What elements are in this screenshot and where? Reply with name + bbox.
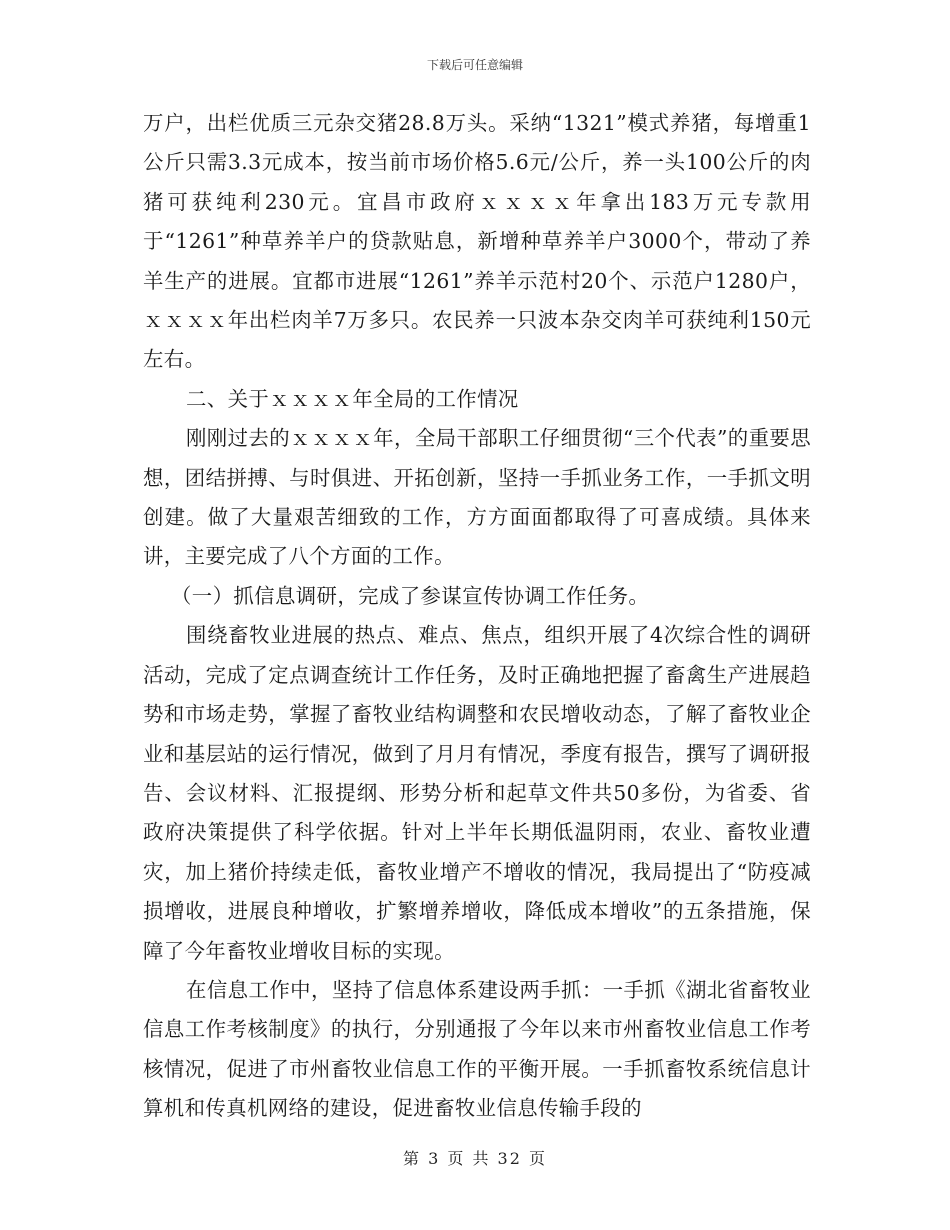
paragraph-continued: 万户，出栏优质三元杂交猪28.8万头。采纳“1321”模式养猪，每增重1公斤只需3.3元成本，按当前市场价格5.6元/公斤，养一头100公斤的肉猪可获纯利230元。宜昌市政府ｘｘｘｘ年拿出183万元专款用于“1261”种草养羊户的贷款贴息，新增种草养羊户3000个，带动了养羊生产的进展。宜都市进展“1261”养羊示范村20个、示范户1280户，ｘｘｘｘ年出栏肉羊7万多只。农民养一只波本杂交肉羊可获纯利150元左右。	[143, 111, 811, 372]
page-number: 第 3 页 共 32 页	[403, 1149, 547, 1168]
page-header: 下载后可任意编辑	[426, 58, 523, 72]
paragraph-overview: 刚刚过去的ｘｘｘｘ年，全局干部职工仔细贯彻“三个代表”的重要思想，团结拼搏、与时俱进、开拓创新，坚持一手抓业务工作，一手抓文明创建。做了大量艰苦细致的工作，方方面面都取得了可喜成绩。具体来讲，主要完成了八个方面的工作。	[143, 426, 811, 569]
document-body	[143, 104, 811, 1129]
subsection-heading: （一）抓信息调研，完成了参谋宣传协调工作任务。	[171, 583, 650, 608]
paragraph-research: 围绕畜牧业进展的热点、难点、焦点，组织开展了4次综合性的调研活动，完成了定点调查统计工作任务，及时正确地把握了畜禽生产进展趋势和市场走势，掌握了畜牧业结构调整和农民增收动态，了解了畜牧业企业和基层站的运行情况，做到了月月有情况，季度有报告，撰写了调研报告、会议材料、汇报提纲、形势分析和起草文件共50多份，为省委、省政府决策提供了科学依据。针对上半年长期低温阴雨，农业、畜牧业遭灾，加上猪价持续走低，畜牧业增产不增收的情况，我局提出了“防疫减损增收，进展良种增收，扩繁增养增收，降低成本增收”的五条措施，保障了今年畜牧业增收目标的实现。	[143, 623, 811, 963]
paragraph-information: 在信息工作中，坚持了信息体系建设两手抓：一手抓《湖北省畜牧业信息工作考核制度》的执行，分别通报了今年以来市州畜牧业信息工作考核情况，促进了市州畜牧业信息工作的平衡开展。一手抓畜牧系统信息计算机和传真机网络的建设，促进畜牧业信息传输手段的	[143, 977, 811, 1121]
section-heading: 二、关于ｘｘｘｘ年全局的工作情况	[186, 386, 519, 411]
